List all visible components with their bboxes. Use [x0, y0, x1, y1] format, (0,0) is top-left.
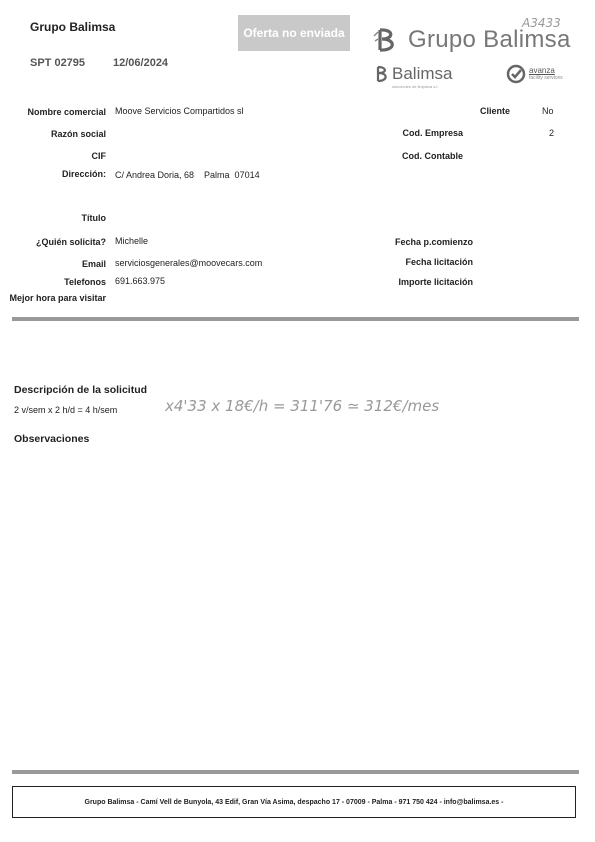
handwritten-code: A3433	[522, 16, 561, 30]
description-text: 2 v/sem x 2 h/d = 4 h/sem	[14, 405, 118, 415]
fecha-comienzo-label: Fecha p.comienzo	[394, 237, 473, 247]
cod-empresa-value: 2	[549, 128, 555, 138]
grupo-balimsa-logo	[372, 26, 571, 54]
reference-number: SPT 02795	[30, 57, 86, 69]
avanza-subtext: facility services	[529, 75, 563, 81]
balimsa-logo	[372, 64, 453, 89]
mejor-hora-label: Mejor hora para visitar	[9, 293, 106, 303]
email-label: Email	[81, 259, 106, 269]
titulo-label: Título	[81, 213, 106, 223]
nombre-comercial-label: Nombre comercial	[27, 107, 106, 117]
footer-text: Grupo Balimsa - Camí Vell de Bunyola, 43 Edif, Gran Vía Asima, despacho 17 - 07009 - Palma - 971 750 424 - info@balimsa.es -	[84, 798, 504, 806]
nombre-comercial-value: Moove Servicios Compartidos sl	[115, 106, 244, 116]
balimsa-logo-text: Balimsa	[392, 64, 453, 83]
balimsa-small-logo-icon	[372, 65, 390, 83]
status-badge: Oferta no enviada	[238, 15, 350, 51]
cliente-value: No	[542, 106, 554, 116]
logo-text: Grupo Balimsa	[408, 26, 571, 53]
avanza-logo	[506, 64, 563, 84]
email-value[interactable]: serviciosgenerales@moovecars.com	[115, 258, 263, 268]
fecha-licitacion-label: Fecha licitación	[405, 257, 473, 267]
company-name: Grupo Balimsa	[30, 20, 116, 34]
observations-title: Observaciones	[14, 433, 90, 445]
cod-contable-label: Cod. Contable	[402, 151, 463, 161]
section-divider	[12, 317, 579, 321]
direccion-label: Dirección:	[61, 169, 106, 179]
cod-empresa-label: Cod. Empresa	[402, 128, 463, 138]
direccion-value: C/ Andrea Doria, 68 Palma 07014	[115, 170, 260, 180]
razon-social-label: Razón social	[50, 129, 106, 139]
footer	[12, 786, 576, 818]
balimsa-logo-icon	[372, 26, 402, 54]
telefonos-label: Telefonos	[64, 277, 106, 287]
cliente-label: Cliente	[479, 106, 510, 116]
quien-solicita-label: ¿Quién solicita?	[35, 237, 106, 247]
balimsa-tagline: soluciones de limpieza s.l.	[392, 84, 439, 89]
description-title: Descripción de la solicitud	[14, 384, 148, 396]
request-date: 12/06/2024	[113, 57, 169, 69]
avanza-text: avanza	[529, 66, 555, 75]
avanza-check-icon	[506, 64, 526, 84]
handwritten-calculation: x4'33 x 18€/h = 311'76 ≃ 312€/mes	[165, 397, 440, 415]
telefonos-value: 691.663.975	[115, 276, 166, 286]
quien-solicita-value: Michelle	[115, 236, 149, 246]
cif-label: CIF	[91, 151, 106, 161]
footer-divider	[12, 770, 579, 774]
importe-licitacion-label: Importe licitación	[398, 277, 473, 287]
